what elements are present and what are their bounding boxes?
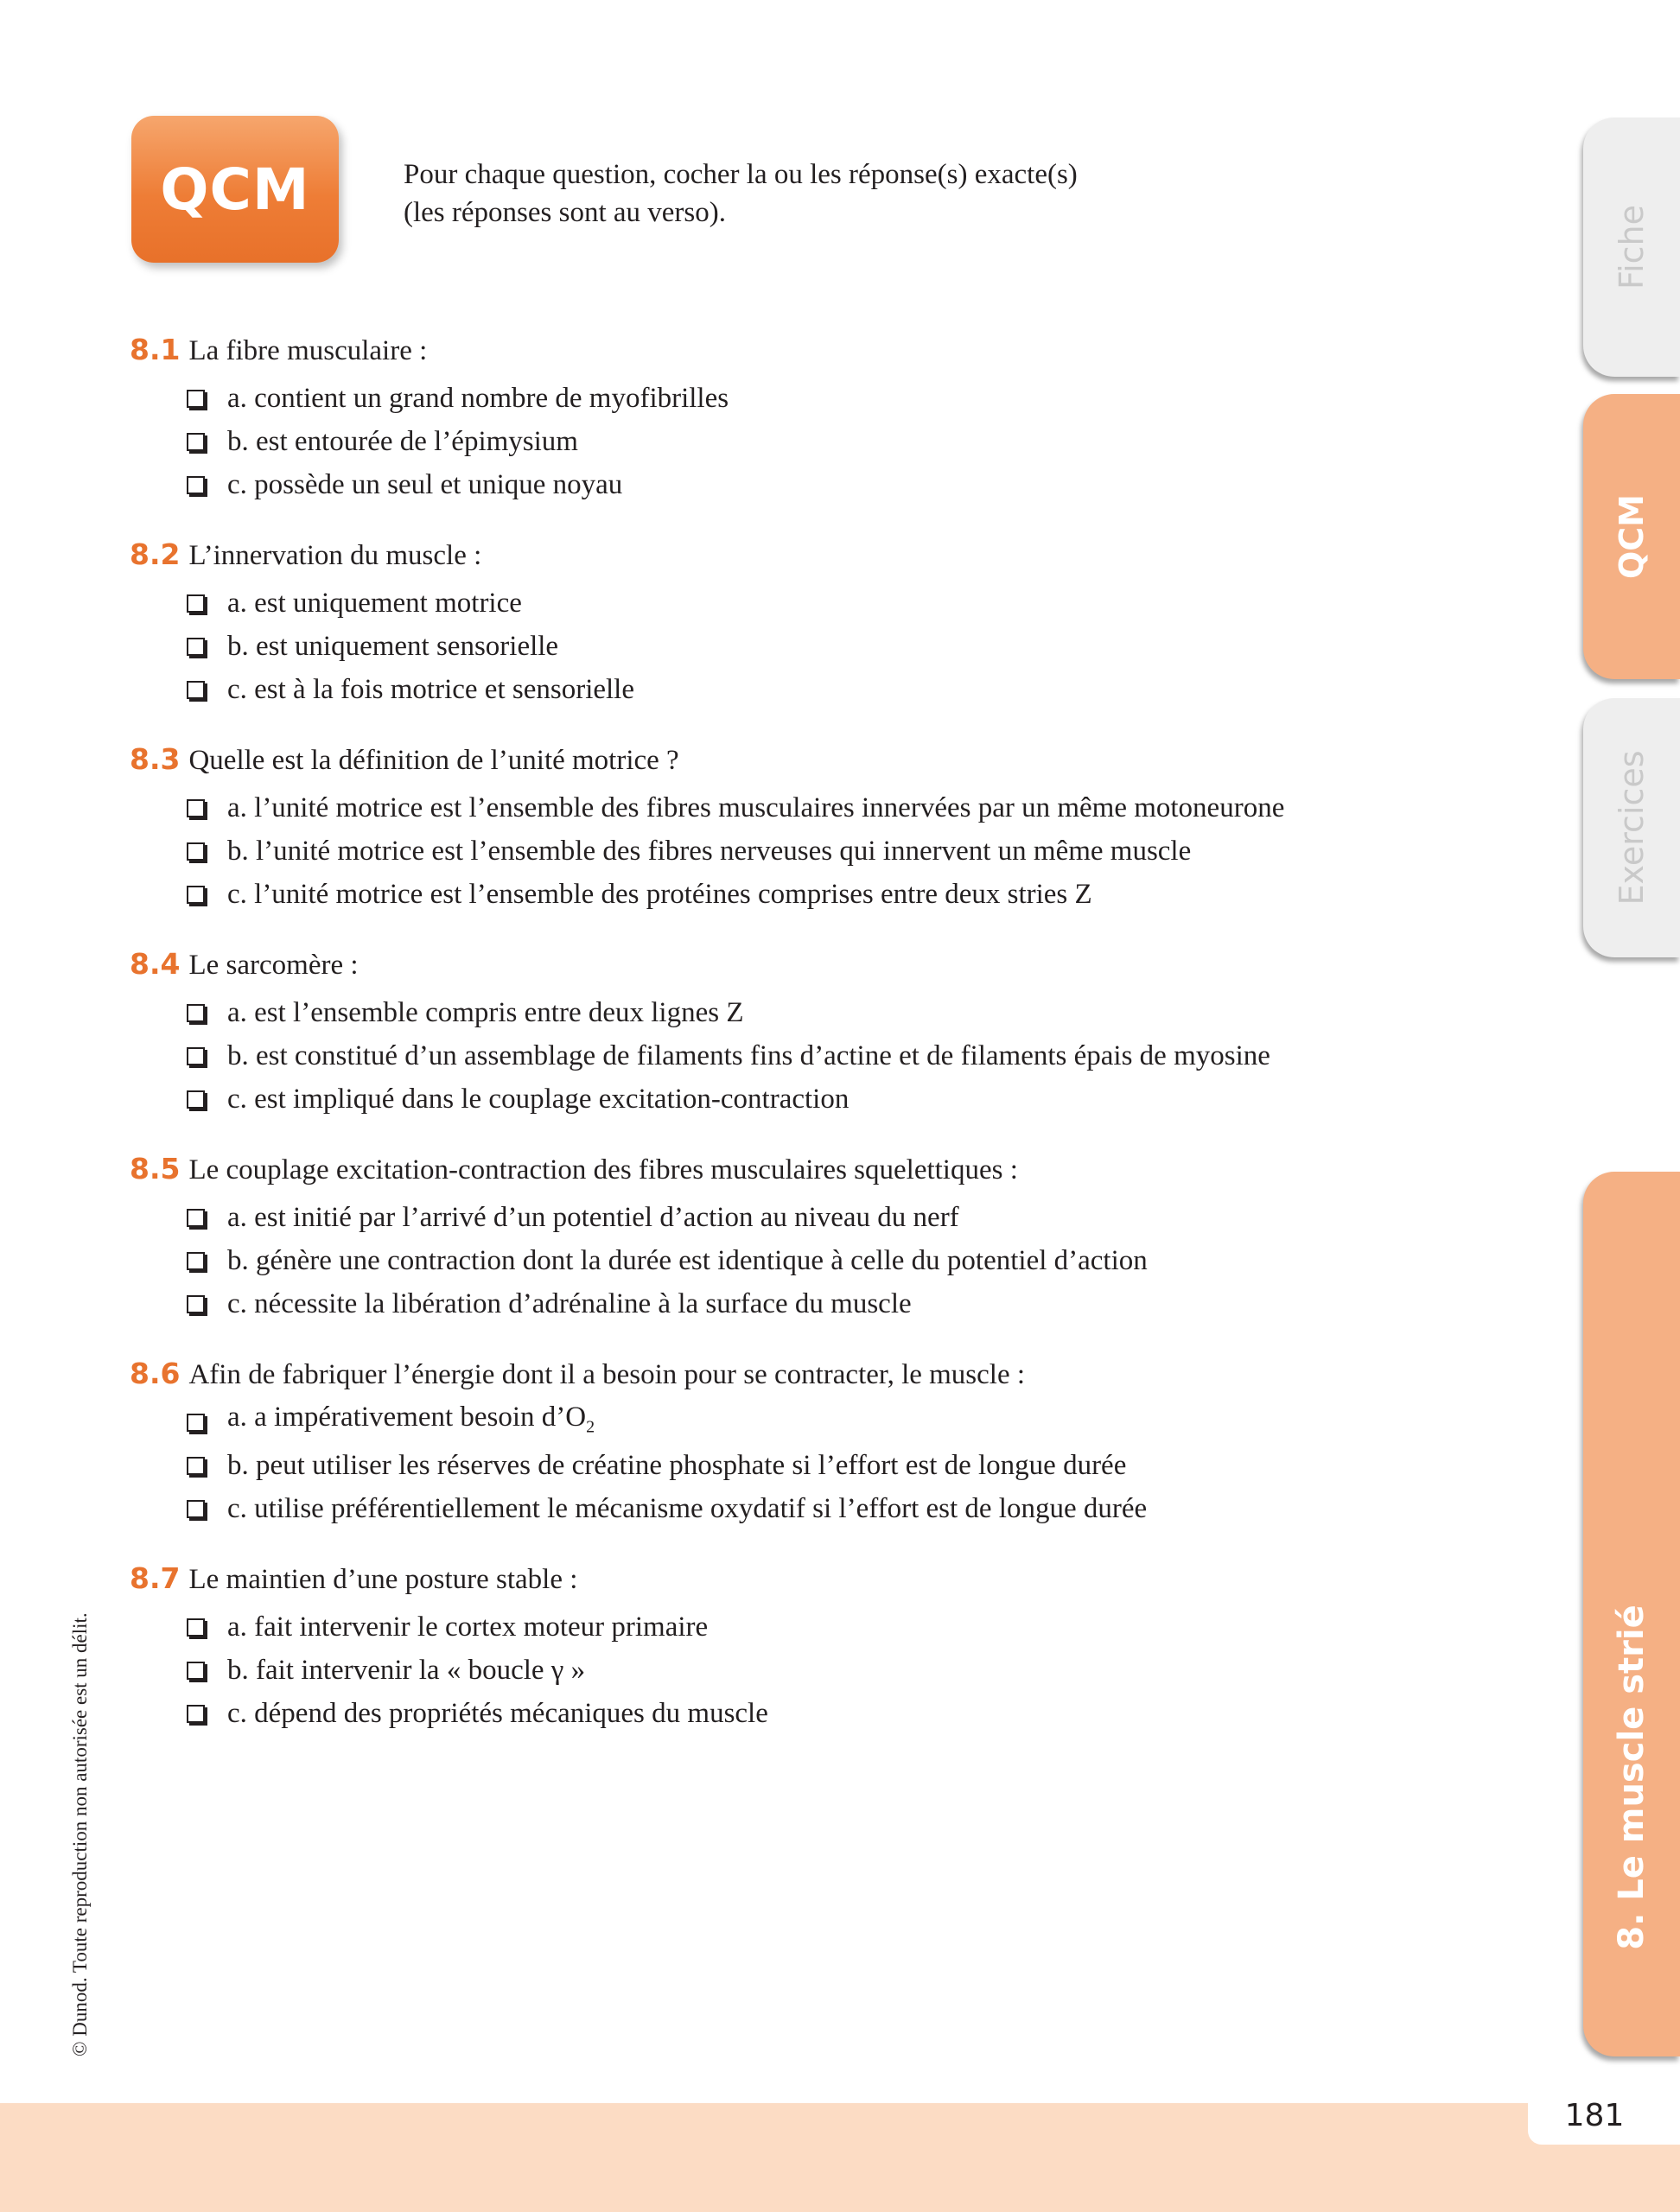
checkbox[interactable]	[187, 1500, 205, 1518]
answer-option-text: c. nécessite la libération d’adrénaline à la surface du muscle	[227, 1288, 912, 1319]
answer-option-text: a. fait intervenir le cortex moteur primaire	[227, 1611, 709, 1643]
answer-option[interactable]	[185, 1239, 1530, 1282]
checkbox[interactable]	[187, 1295, 205, 1313]
instructions	[404, 156, 1078, 232]
checkbox[interactable]	[187, 638, 205, 656]
checkbox[interactable]	[187, 1618, 205, 1637]
tab-qcm-label: QCM	[1613, 493, 1651, 580]
tab-chapter-label: 8. Le muscle strié	[1612, 1605, 1651, 1950]
question-text: Le maintien d’une posture stable :	[188, 1564, 578, 1595]
answer-option-text: b. peut utiliser les réserves de créatine phosphate si l’effort est de longue durée	[227, 1450, 1127, 1481]
answer-option-text: c. l’unité motrice est l’ensemble des protéines comprises entre deux stries Z	[227, 879, 1092, 910]
checkbox[interactable]	[187, 886, 205, 904]
tab-fiche-label: Fiche	[1613, 204, 1651, 290]
question-number: 8.4	[130, 947, 181, 981]
question-heading	[130, 533, 1530, 576]
checkbox[interactable]	[187, 594, 205, 613]
question-8-3	[130, 738, 1530, 916]
answer-option[interactable]	[185, 377, 1530, 420]
answer-option-text: b. génère une contraction dont la durée est identique à celle du potentiel d’action	[227, 1245, 1148, 1276]
footer-band	[0, 2103, 1680, 2212]
answer-option[interactable]	[185, 420, 1530, 463]
instructions-line-2: (les réponses sont au verso).	[404, 197, 726, 228]
tab-qcm[interactable]	[1583, 394, 1680, 679]
checkbox[interactable]	[187, 1252, 205, 1270]
question-text: Le sarcomère :	[188, 950, 359, 981]
question-heading	[130, 738, 1530, 781]
answer-option-text: c. utilise préférentiellement le mécanisme oxydatif si l’effort est de longue durée	[227, 1493, 1148, 1524]
checkbox[interactable]	[187, 799, 205, 817]
question-text: La fibre musculaire :	[188, 335, 428, 366]
answer-option[interactable]	[185, 463, 1530, 506]
checkbox[interactable]	[187, 1457, 205, 1475]
checkbox[interactable]	[187, 681, 205, 699]
tab-exercices[interactable]	[1583, 698, 1680, 957]
qcm-badge-label: QCM	[160, 156, 310, 223]
answer-option[interactable]	[185, 830, 1530, 873]
question-number: 8.2	[130, 537, 181, 571]
answer-option[interactable]	[185, 582, 1530, 625]
answer-option[interactable]	[185, 786, 1530, 830]
checkbox[interactable]	[187, 1705, 205, 1723]
answer-option[interactable]	[185, 1034, 1530, 1077]
oxygen-subscript: 2	[586, 1417, 595, 1437]
checkbox[interactable]	[187, 1090, 205, 1109]
answer-option-text: c. est impliqué dans le couplage excitation-contraction	[227, 1084, 850, 1115]
answer-option[interactable]	[185, 668, 1530, 711]
answer-option-text: a. est uniquement motrice	[227, 588, 522, 619]
checkbox[interactable]	[187, 1662, 205, 1680]
answer-option-text: b. est constitué d’un assemblage de filaments fins d’actine et de filaments épais de myosine	[227, 1040, 1270, 1071]
checkbox[interactable]	[187, 842, 205, 861]
checkbox[interactable]	[187, 390, 205, 408]
question-8-4	[130, 943, 1530, 1121]
question-heading	[130, 1352, 1530, 1395]
question-8-6	[130, 1352, 1530, 1530]
question-heading	[130, 1147, 1530, 1191]
copyright-notice: © Dunod. Toute reproduction non autorisée est un délit.	[69, 1612, 91, 2056]
answer-option[interactable]	[185, 1692, 1530, 1735]
question-number: 8.5	[130, 1152, 181, 1185]
question-number: 8.6	[130, 1357, 181, 1390]
checkbox[interactable]	[187, 1047, 205, 1065]
checkbox[interactable]	[187, 1004, 205, 1022]
answer-option-text: a. est l’ensemble compris entre deux lignes Z	[227, 997, 744, 1028]
tab-fiche[interactable]	[1583, 118, 1680, 377]
answer-option-text	[227, 1395, 595, 1449]
answer-option[interactable]	[185, 1649, 1530, 1692]
checkbox[interactable]	[187, 1209, 205, 1227]
question-text: L’innervation du muscle :	[188, 540, 482, 571]
qcm-badge	[131, 116, 339, 263]
answer-option-text: a. contient un grand nombre de myofibrilles	[227, 383, 729, 414]
answer-option-text-main: a. a impérativement besoin d’O	[227, 1402, 587, 1433]
question-text: Le couplage excitation-contraction des fibres musculaires squelettiques :	[188, 1154, 1018, 1185]
tab-chapter[interactable]	[1583, 1172, 1680, 2056]
question-heading	[130, 943, 1530, 986]
question-text: Afin de fabriquer l’énergie dont il a besoin pour se contracter, le muscle :	[188, 1359, 1026, 1390]
answer-option[interactable]	[185, 1282, 1530, 1325]
question-text: Quelle est la définition de l’unité motrice ?	[188, 745, 679, 776]
tab-exercices-label: Exercices	[1613, 750, 1651, 906]
answer-option-text: b. fait intervenir la « boucle γ »	[227, 1655, 586, 1686]
question-8-1	[130, 328, 1530, 506]
instructions-line-1: Pour chaque question, cocher la ou les réponse(s) exacte(s)	[404, 159, 1078, 190]
answer-option[interactable]	[185, 873, 1530, 916]
question-8-7	[130, 1557, 1530, 1735]
answer-option-text: a. est initié par l’arrivé d’un potentiel d’action au niveau du nerf	[227, 1202, 959, 1233]
answer-option-text: b. est entourée de l’épimysium	[227, 426, 578, 457]
answer-option-text: c. possède un seul et unique noyau	[227, 469, 623, 500]
checkbox[interactable]	[187, 433, 205, 451]
answer-option-text: b. l’unité motrice est l’ensemble des fibres nerveuses qui innervent un même muscle	[227, 836, 1192, 867]
answer-option[interactable]	[185, 1077, 1530, 1121]
question-number: 8.7	[130, 1561, 181, 1595]
question-number: 8.3	[130, 742, 181, 776]
answer-option-text: b. est uniquement sensorielle	[227, 631, 559, 662]
answer-option[interactable]	[185, 1605, 1530, 1649]
answer-option[interactable]	[185, 1196, 1530, 1239]
answer-option[interactable]	[185, 1401, 1530, 1444]
answer-option-text: c. dépend des propriétés mécaniques du muscle	[227, 1698, 768, 1729]
answer-option[interactable]	[185, 625, 1530, 668]
question-8-2	[130, 533, 1530, 711]
answer-option-text: c. est à la fois motrice et sensorielle	[227, 674, 634, 705]
question-number: 8.1	[130, 333, 181, 366]
question-heading	[130, 1557, 1530, 1600]
page-number: 181	[1564, 2098, 1625, 2133]
answer-option-text: a. l’unité motrice est l’ensemble des fibres musculaires innervées par un même motoneurone	[227, 792, 1285, 823]
question-8-5	[130, 1147, 1530, 1325]
checkbox[interactable]	[187, 476, 205, 494]
answer-option[interactable]	[185, 1487, 1530, 1530]
checkbox[interactable]	[187, 1414, 205, 1432]
question-list	[130, 328, 1530, 1762]
answer-option[interactable]	[185, 991, 1530, 1034]
question-heading	[130, 328, 1530, 372]
answer-option[interactable]	[185, 1444, 1530, 1487]
